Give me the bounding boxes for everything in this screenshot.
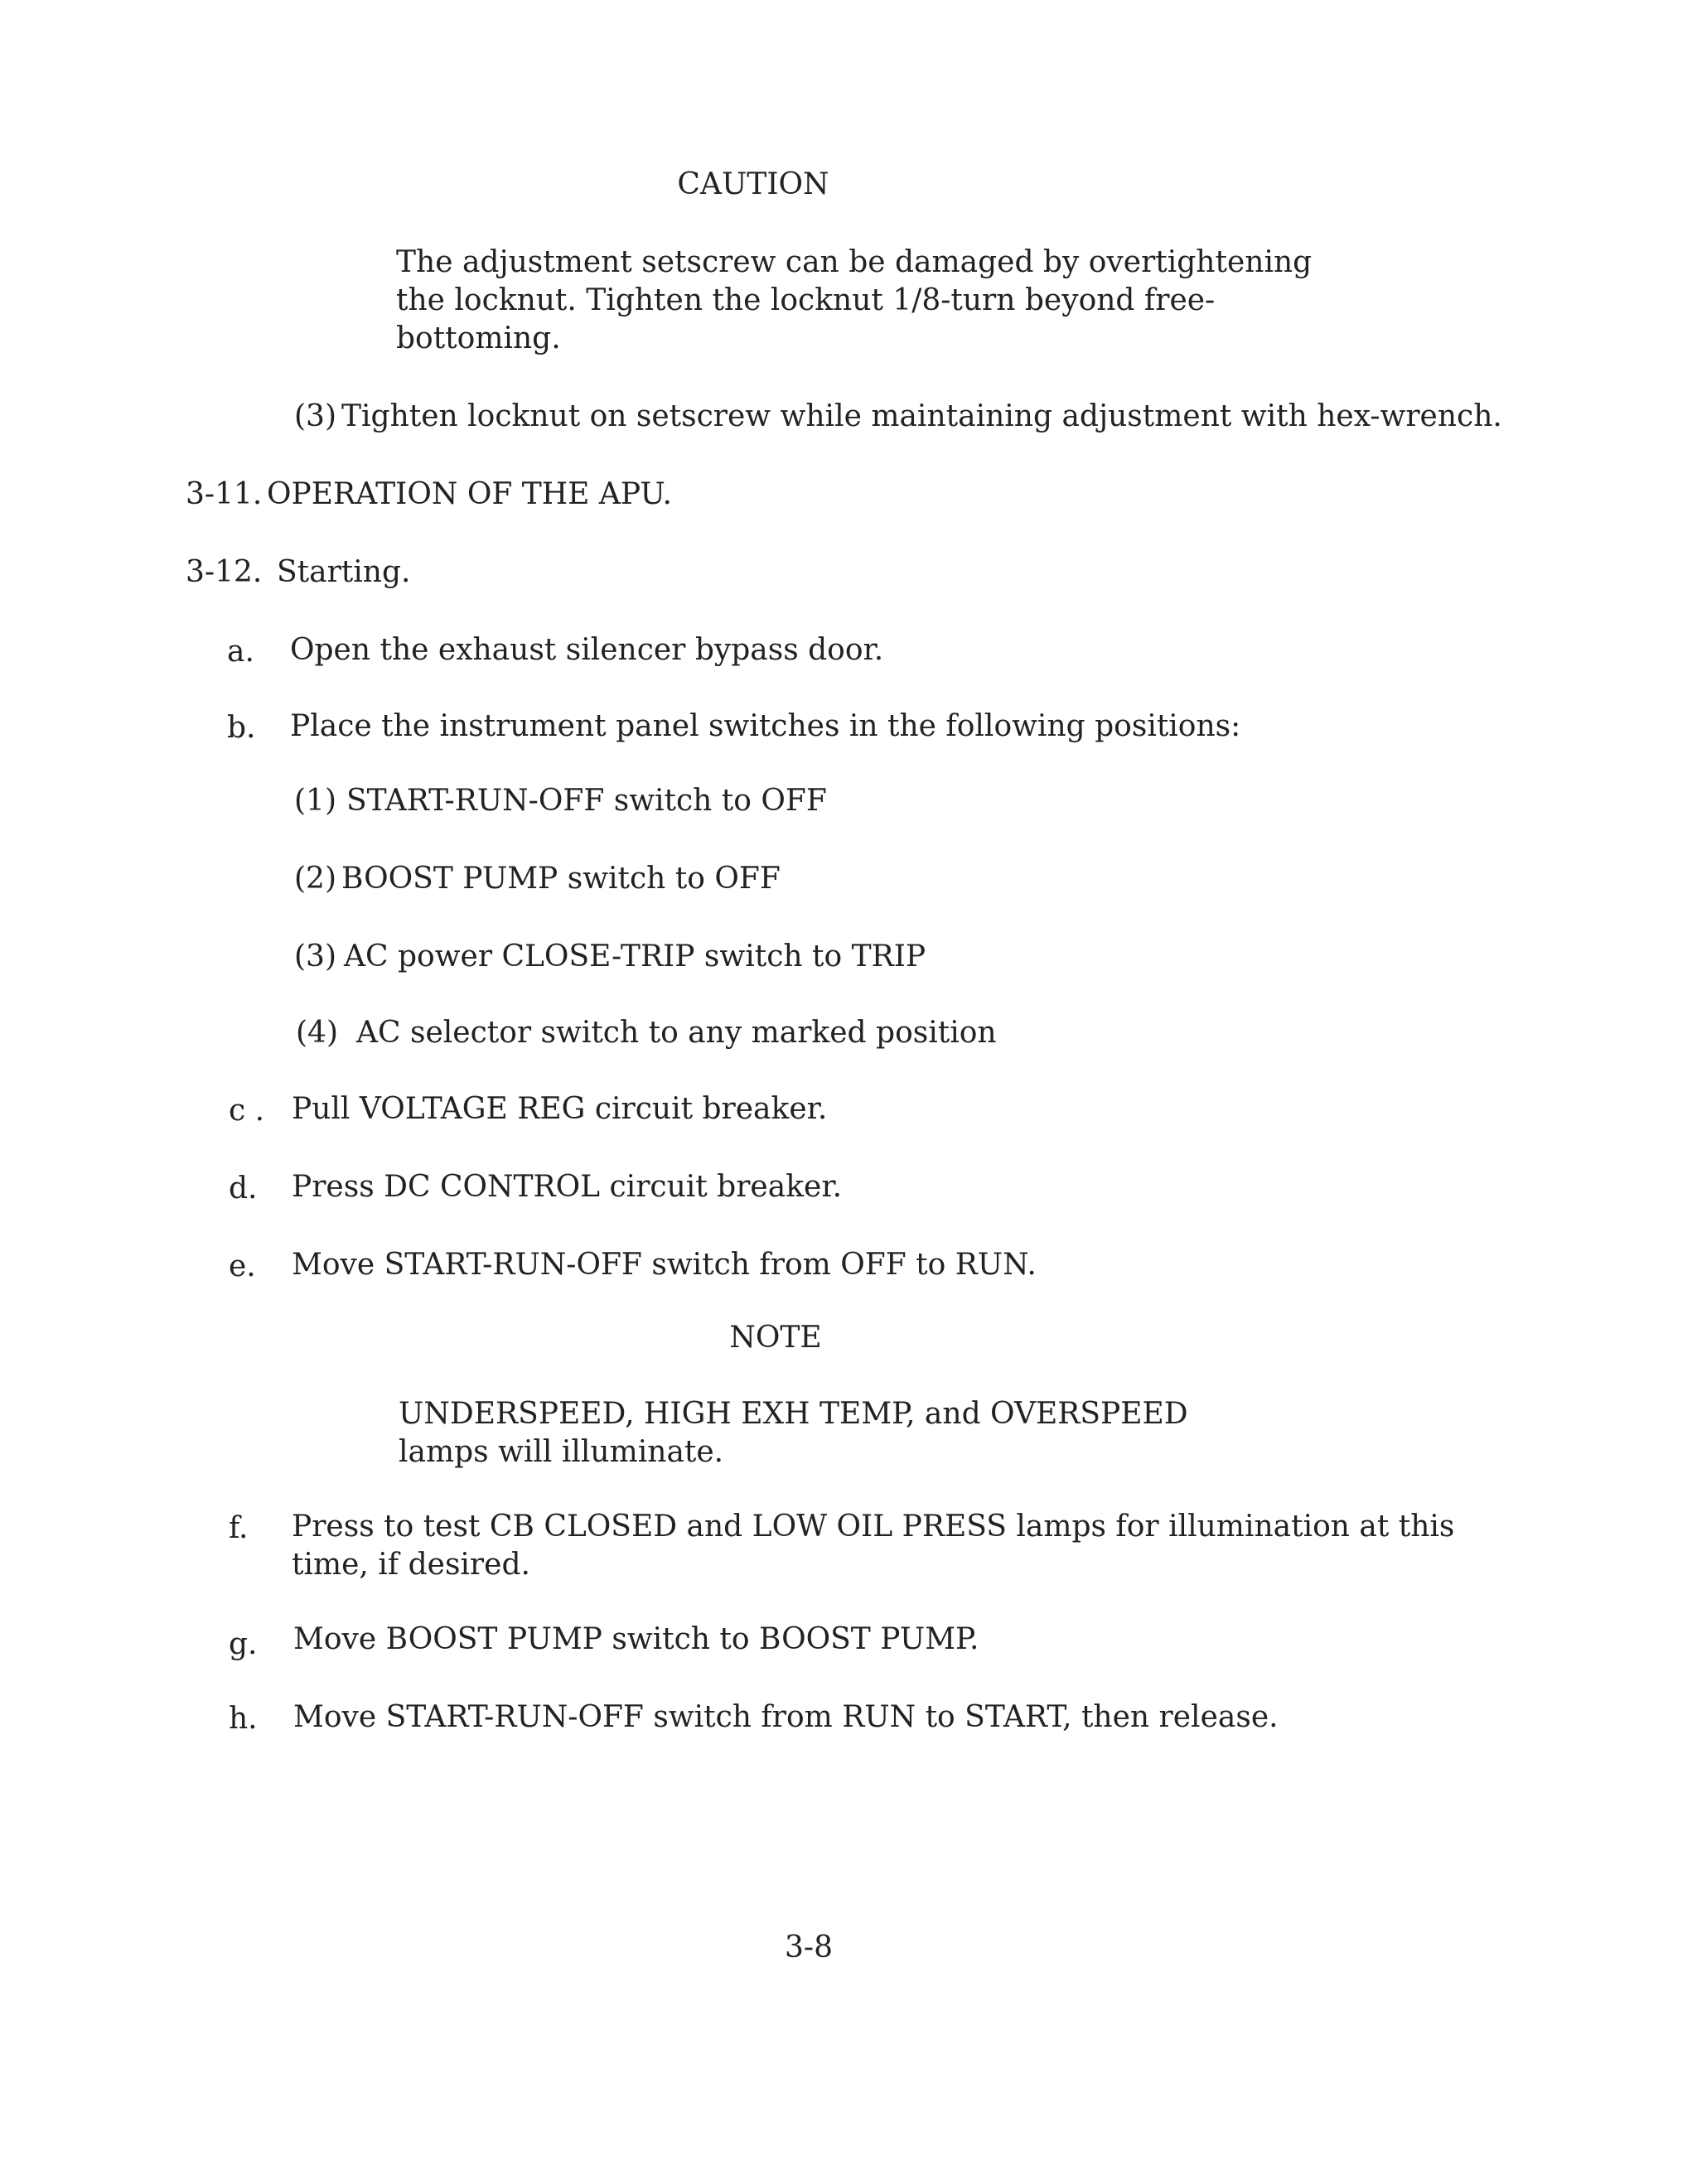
caution-text xyxy=(396,244,1312,358)
step-e-text: Move START-RUN-OFF switch from OFF to RUN. xyxy=(292,1248,1037,1282)
section-3-11-title: OPERATION OF THE APU. xyxy=(267,477,672,511)
section-3-11-number: 3-11. xyxy=(186,477,263,511)
note-text xyxy=(399,1395,1188,1471)
substep-3-marker: (3) xyxy=(294,940,336,974)
substep-3-text: AC power CLOSE-TRIP switch to TRIP xyxy=(344,940,926,974)
step-f-text xyxy=(292,1508,1454,1584)
step-3-text: Tighten locknut on setscrew while maintaining adjustment with hex-wrench. xyxy=(341,399,1502,433)
caution-line: The adjustment setscrew can be damaged by overtightening xyxy=(396,245,1313,279)
section-3-12-title: Starting. xyxy=(277,555,411,589)
step-d-text: Press DC CONTROL circuit breaker. xyxy=(292,1170,843,1204)
substep-1-marker: (1) xyxy=(294,784,336,818)
step-b-text: Place the instrument panel switches in the following positions: xyxy=(290,709,1241,743)
step-h-text: Move START-RUN-OFF switch from RUN to START, then release. xyxy=(293,1700,1279,1734)
step-3-marker: (3) xyxy=(294,399,336,433)
step-g-marker: g. xyxy=(229,1627,258,1661)
step-g-text: Move BOOST PUMP switch to BOOST PUMP. xyxy=(293,1622,979,1656)
caution-line: the locknut. Tighten the locknut 1/8-turn beyond free- xyxy=(396,283,1216,317)
step-b-marker: b. xyxy=(227,711,256,745)
page-number: 3-8 xyxy=(785,1930,833,1964)
step-c-text: Pull VOLTAGE REG circuit breaker. xyxy=(292,1092,828,1126)
substep-1-text: START-RUN-OFF switch to OFF xyxy=(346,784,827,818)
note-line: lamps will illuminate. xyxy=(399,1435,724,1469)
step-f-marker: f. xyxy=(229,1511,249,1545)
step-a-marker: a. xyxy=(227,635,254,669)
step-h-marker: h. xyxy=(229,1702,258,1736)
step-d-marker: d. xyxy=(229,1172,258,1206)
caution-line: bottoming. xyxy=(396,321,561,355)
step-f-line: Press to test CB CLOSED and LOW OIL PRESS lamps for illumination at this xyxy=(292,1510,1455,1544)
note-heading: NOTE xyxy=(729,1321,822,1355)
substep-2-text: BOOST PUMP switch to OFF xyxy=(341,862,781,896)
caution-heading: CAUTION xyxy=(677,167,829,201)
step-c-marker: c . xyxy=(229,1094,265,1128)
section-3-12-number: 3-12. xyxy=(186,555,263,589)
step-a-text: Open the exhaust silencer bypass door. xyxy=(290,633,884,667)
step-e-marker: e. xyxy=(229,1249,256,1283)
note-line: UNDERSPEED, HIGH EXH TEMP, and OVERSPEED xyxy=(399,1397,1188,1431)
substep-4-marker: (4) xyxy=(296,1016,338,1050)
substep-4-text: AC selector switch to any marked position xyxy=(356,1016,997,1050)
step-f-line: time, if desired. xyxy=(292,1548,530,1582)
substep-2-marker: (2) xyxy=(294,862,336,896)
